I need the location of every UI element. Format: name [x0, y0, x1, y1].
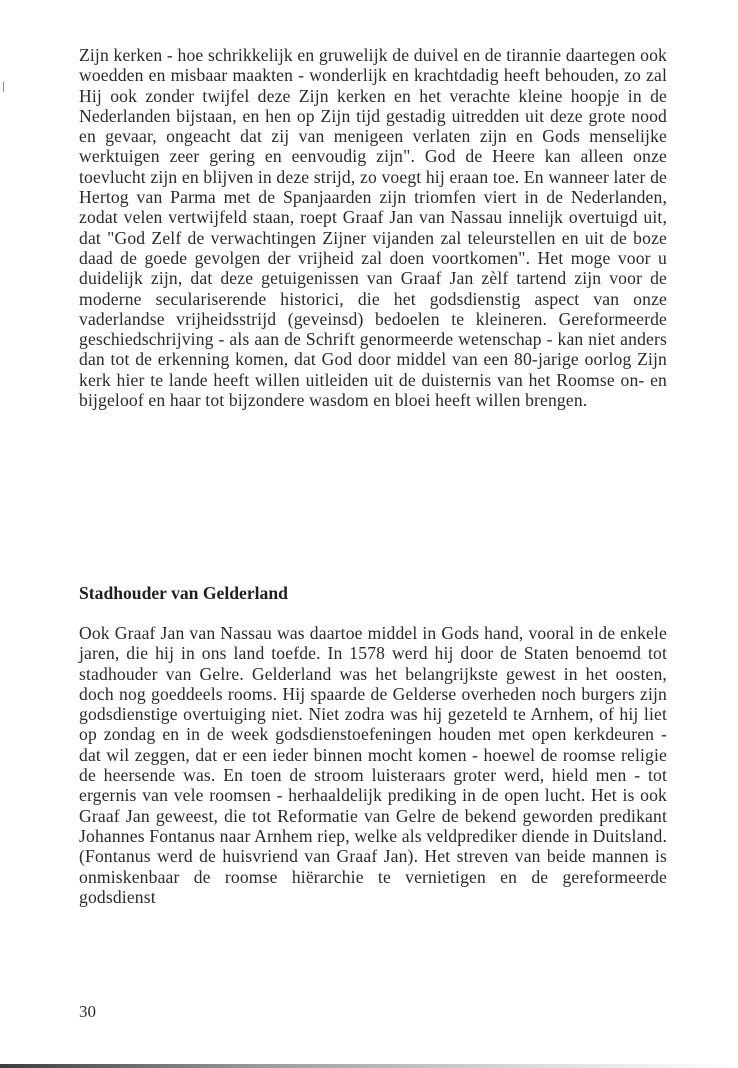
- scan-margin-mark: [3, 82, 4, 92]
- paragraph-first: Zijn kerken - hoe schrikkelijk en gruwelijk de duivel en de tirannie daartegen ook woedden en misbaar maakten - wonderlijk en krachtdadig heeft behouden, zo zal Hij ook zonder twijfel deze Zijn kerken en het verachte kleine hoopje in de Nederlanden bijstaan, en hen op Zijn tijd gestadig uitredden uit deze grote nood en gevaar, ongeacht dat zij van menigeen verlaten zijn en Gods menselijke werktuigen zeer gering en eenvoudig zijn". God de Heere kan alleen onze toevlucht zijn en blijven in deze strijd, zo voegt hij eraan toe. En wanneer later de Hertog van Parma met de Spanjaarden zijn triomfen viert in de Nederlanden, zodat velen vertwijfeld staan, roept Graaf Jan van Nassau innelijk overtuigd uit, dat "God Zelf de verwachtingen Zijner vijanden zal teleurstellen en uit de boze daad de goede gevolgen der vrijheid zal doen voortkomen". Het moge voor u duidelijk zijn, dat deze getuigenissen van Graaf Jan zèlf tartend zijn voor de moderne seculariserende historici, die het godsdienstig aspect van onze vaderlandse vrijheidsstrijd (geveinsd) bedoelen te kleineren. Gereformeerde geschiedschrijving - als aan de Schrift genormeerde wetenschap - kan niet anders dan tot de erkenning komen, dat God door middel van een 80-jarige oorlog Zijn kerk hier te lande heeft willen uitleiden uit de duisternis van het Roomse on- en bijgeloof en haar tot bijzondere wasdom en bloei heeft willen brengen.: [79, 45, 667, 411]
- page-number: 30: [79, 1002, 96, 1021]
- section-heading: Stadhouder van Gelderland: [79, 583, 288, 603]
- paragraph-second: Ook Graaf Jan van Nassau was daartoe middel in Gods hand, vooral in de enkele jaren, die hij in ons land toefde. In 1578 werd hij door de Staten benoemd tot stadhouder van Gelre. Gelderland was het belangrijkste gewest in het oosten, doch nog goeddeels rooms. Hij spaarde de Gelderse overheden noch burgers zijn godsdienstige overtuiging niet. Niet zodra was hij gezeteld te Arnhem, of hij liet op zondag en in de week godsdienstoefeningen houden met open kerkdeuren - dat wil zeggen, dat er een ieder binnen mocht komen - hoewel de roomse religie de heersende was. En toen de stroom luisteraars groter werd, hield men - tot ergernis van vele roomsen - herhaaldelijk prediking in de open lucht. Het is ook Graaf Jan geweest, die tot Reformatie van Gelre de bekend geworden predikant Johannes Fontanus naar Arnhem riep, welke als veldprediker diende in Duitsland. (Fontanus werd de huisvriend van Graaf Jan). Het streven van beide mannen is onmiskenbaar de roomse hiërarchie te vernietigen en de gereformeerde godsdienst: [79, 623, 667, 907]
- text-column: [79, 45, 667, 907]
- scan-bottom-edge: [0, 1064, 738, 1068]
